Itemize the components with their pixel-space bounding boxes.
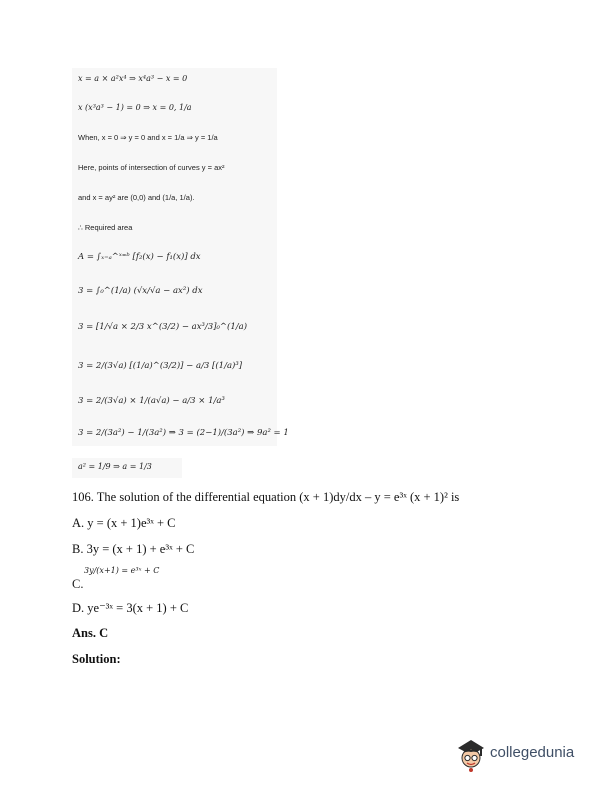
option-d: D. ye⁻³ˣ = 3(x + 1) + C [72, 601, 189, 615]
option-a: A. y = (x + 1)e³ˣ + C [72, 516, 176, 530]
option-c-expression: 3y/(x+1) = e³ˣ + C [84, 566, 160, 575]
math-step-2: x (x³a³ − 1) = 0 ⇒ x = 0, 1/a [78, 103, 192, 112]
math-step-5: and x = ay² are (0,0) and (1/a, 1/a). [78, 193, 195, 202]
math-step-3: When, x = 0 ⇒ y = 0 and x = 1/a ⇒ y = 1/a [78, 133, 218, 142]
math-result: a² = 1/9 ⇒ a = 1/3 [78, 462, 152, 471]
math-step-4: Here, points of intersection of curves y = ax² [78, 163, 225, 172]
math-result-panel [72, 458, 182, 478]
brand-name: collegedunia [490, 744, 575, 761]
option-b: B. 3y = (x + 1) + e³ˣ + C [72, 542, 195, 556]
solution-label: Solution: [72, 652, 121, 666]
option-c-letter: C. [72, 577, 84, 591]
math-step-8: 3 = ∫₀^(1/a) (√x/√a − ax²) dx [78, 286, 203, 296]
math-step-12: 3 = 2/(3a²) − 1/(3a²) ⇒ 3 = (2−1)/(3a²) ⇒ 9a² = 1 [78, 428, 289, 438]
collegedunia-logo [454, 736, 586, 772]
question-text: 106. The solution of the differential equation (x + 1)dy/dx – y = e³ˣ (x + 1)² is [72, 490, 460, 504]
math-step-7: A = ∫ₓ₌ₐ^ˣ⁼ᵇ [f₂(x) − f₁(x)] dx [78, 252, 201, 262]
student-mascot-icon [454, 736, 488, 772]
answer-label: Ans. C [72, 626, 109, 640]
math-step-6: ∴ Required area [78, 223, 133, 232]
math-step-10: 3 = 2/(3√a) [(1/a)^(3/2)] − a/3 [(1/a)³] [78, 361, 243, 371]
math-step-1: x = a × a²x⁴ ⇒ x⁴a³ − x = 0 [78, 74, 188, 83]
math-step-11: 3 = 2/(3√a) × 1/(a√a) − a/3 × 1/a³ [78, 396, 225, 406]
math-step-9: 3 = [1/√a × 2/3 x^(3/2) − ax³/3]₀^(1/a) [78, 322, 248, 332]
